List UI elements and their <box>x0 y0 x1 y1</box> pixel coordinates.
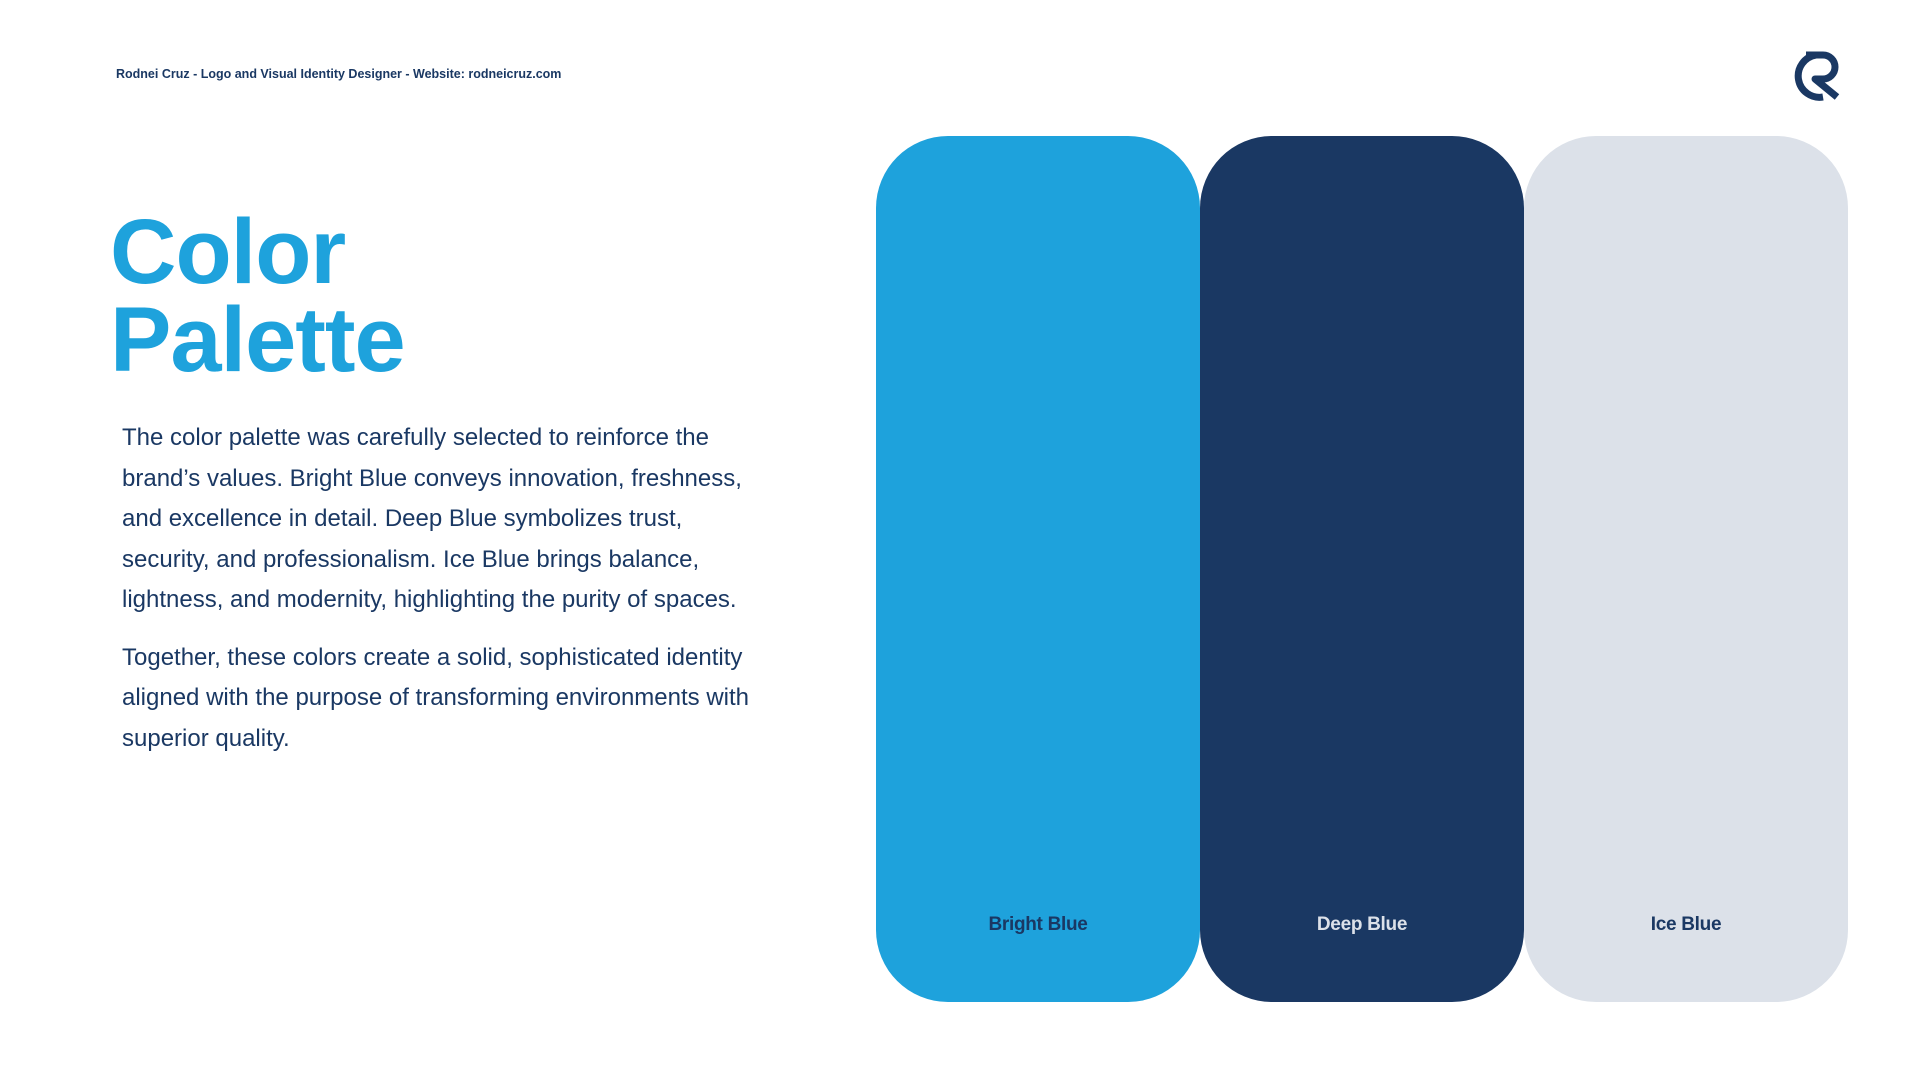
swatch-deep-blue <box>1200 136 1524 1002</box>
swatch-label-bright-blue: Bright Blue <box>988 914 1088 935</box>
swatch-label-ice-blue: Ice Blue <box>1650 914 1722 935</box>
header-credit: Rodnei Cruz - Logo and Visual Identity Designer - Website: rodneicruz.com <box>116 67 562 81</box>
swatch-bright-blue <box>876 136 1200 1002</box>
swatch-ice-blue <box>1524 136 1848 1002</box>
description <box>122 418 752 776</box>
color-swatches <box>876 136 1848 1002</box>
swatch-label-deep-blue: Deep Blue <box>1316 914 1408 935</box>
rc-monogram-icon <box>1793 51 1843 101</box>
title-line-2: Palette <box>110 289 405 391</box>
description-paragraph-1: The color palette was carefully selected to reinforce the brand’s values. Bright Blue conveys innovation, freshness, and excellence in detail. Deep Blue symbolizes trust, security, and professionalism. Ice Blue brings balance, lightness, and modernity, highlighting the purity of spaces. <box>122 424 742 613</box>
title-line-1: Color <box>110 201 346 303</box>
page-title <box>110 201 405 391</box>
description-paragraph-2: Together, these colors create a solid, sophisticated identity aligned with the purpose of transforming environments with superior quality. <box>122 643 749 752</box>
